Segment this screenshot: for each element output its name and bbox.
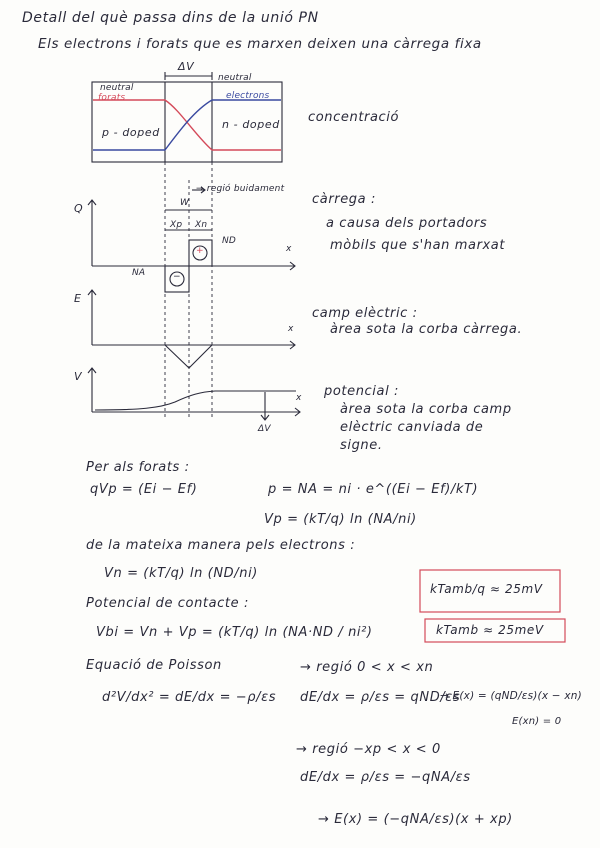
field-axis-x: x (288, 324, 294, 334)
charge-caption-1: càrrega : (312, 192, 376, 207)
eq-region-1-solution: → E(x) = (qND/εs)(x − xn) (440, 690, 582, 702)
charge-caption-3: mòbils que s'han marxat (330, 238, 506, 253)
holes-label: forats (98, 93, 126, 103)
potential-caption-2: àrea sota la corba camp (340, 402, 512, 417)
xp-label: Xp (170, 220, 183, 230)
potential-delta-v: ΔV (258, 424, 271, 434)
eq-region-1-boundary: E(xn) = 0 (512, 716, 562, 727)
eq-region-2-solution: → E(x) = (−qNA/εs)(x + xp) (318, 812, 513, 827)
neutral-left-label: neutral (100, 83, 134, 93)
eq-region-1: dE/dx = ρ/εs = qND/εs (300, 690, 461, 705)
potential-caption-4: signe. (340, 438, 383, 453)
potential-caption-3: elèctric canviada de (340, 420, 484, 435)
region-1: → regió 0 < x < xn (300, 660, 434, 675)
intro-line-1: Detall del què passa dins de la unió PN (22, 10, 319, 26)
holes-heading: Per als forats : (86, 460, 190, 475)
potential-axis-x: x (296, 393, 302, 403)
intro-line-2: Els electrons i forats que es marxen deixen una càrrega fixa (38, 36, 482, 52)
plus-sign: + (196, 246, 204, 256)
region-2: → regió −xp < x < 0 (296, 742, 441, 757)
na-label: NA (132, 268, 146, 278)
eq-vn: Vn = (kT/q) ln (ND/ni) (104, 566, 258, 581)
same-electrons: de la mateixa manera pels electrons : (86, 538, 356, 553)
eq-qvp: qVp = (Ei − Ef) (90, 482, 198, 497)
eq-poisson: d²V/dx² = dE/dx = −ρ/εs (102, 690, 277, 705)
neutral-right-label: neutral (218, 73, 252, 83)
eq-vbi: Vbi = Vn + Vp = (kT/q) ln (NA·ND / ni²) (96, 625, 373, 640)
charge-caption-2: a causa dels portadors (326, 216, 488, 231)
xn-label: Xn (195, 220, 208, 230)
charge-axis-x: x (286, 244, 292, 254)
contact-heading: Potencial de contacte : (86, 596, 249, 611)
nd-label: ND (222, 236, 237, 246)
field-caption-2: àrea sota la corba càrrega. (330, 322, 523, 337)
eq-vp: Vp = (kT/q) ln (NA/ni) (264, 512, 417, 527)
axis-q-label: Q (74, 202, 84, 215)
box-kt-text: kTamb ≈ 25meV (436, 623, 544, 637)
potential-caption-1: potencial : (324, 384, 399, 399)
n-doped-label: n - doped (222, 118, 280, 131)
p-doped-label: p - doped (102, 126, 160, 139)
eq-p: p = NA = ni · e^((Ei − Ef)/kT) (268, 482, 479, 497)
axis-e-label: E (74, 292, 82, 305)
concentration-caption: concentració (308, 110, 400, 125)
eq-region-2: dE/dx = ρ/εs = −qNA/εs (300, 770, 471, 785)
axis-v-label: V (74, 370, 83, 383)
minus-sign: − (173, 272, 181, 282)
field-caption-1: camp elèctric : (312, 306, 418, 321)
w-label: W (180, 198, 190, 208)
electrons-label: electrons (226, 91, 270, 101)
delta-v-label: ΔV (178, 60, 195, 73)
poisson-heading: Equació de Poisson (86, 658, 222, 673)
region-note: → regió buidament (196, 184, 285, 194)
box-kt-q-text: kTamb/q ≈ 25mV (430, 582, 543, 596)
